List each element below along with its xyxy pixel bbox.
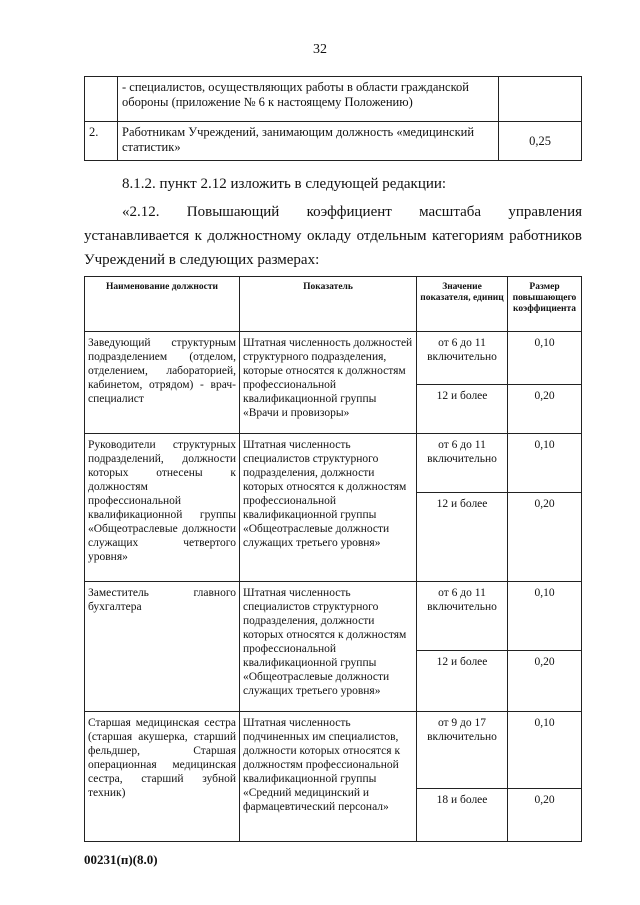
table-row — [85, 122, 582, 161]
table-row — [85, 77, 582, 122]
row-text: - специалистов, осуществляющих работы в области гражданской обороны (приложение № 6 к настоящему Положению) — [118, 77, 499, 122]
table-row — [85, 712, 582, 789]
position-cell: Руководители структурных подразделений, должности которых отнесены к должностям профессиональной квалификационной группы «Общеотраслевые должности служащих четвертого уровня» — [85, 434, 240, 582]
value-cell: 12 и более — [417, 651, 508, 712]
value-cell: от 6 до 11 включительно — [417, 434, 508, 493]
top-table — [84, 76, 582, 161]
indicator-cell: Штатная численность специалистов структурного подразделения, должности которых относятся к должностям профессиональной квалификационной группы «Общеотраслевые должности служащих третьего уровня» — [240, 582, 417, 712]
indicator-cell: Штатная численность подчиненных им специалистов, должности которых относятся к должностям профессиональной квалификационной группы «Средний медицинский и фармацевтический персонал» — [240, 712, 417, 842]
paragraph-amendment: 8.1.2. пункт 2.12 изложить в следующей редакции: — [122, 176, 447, 192]
coefficient-cell: 0,20 — [508, 651, 582, 712]
coefficient-cell: 0,20 — [508, 385, 582, 434]
header-value: Значение показателя, единиц — [417, 277, 508, 332]
coefficient-table — [84, 276, 582, 842]
value-cell: 12 и более — [417, 493, 508, 582]
value-cell: 12 и более — [417, 385, 508, 434]
value-cell: 18 и более — [417, 789, 508, 842]
page-number: 32 — [313, 42, 327, 57]
coefficient-cell: 0,10 — [508, 712, 582, 789]
table-row — [85, 582, 582, 651]
row-number — [85, 77, 118, 122]
table-row — [85, 434, 582, 493]
indicator-cell: Штатная численность специалистов структурного подразделения, должности которых относятся к должностям профессиональной квалификационной группы «Общеотраслевые должности служащих третьего уровня» — [240, 434, 417, 582]
header-indicator: Показатель — [240, 277, 417, 332]
coefficient-cell: 0,20 — [508, 493, 582, 582]
document-code: 00231(п)(8.0) — [84, 852, 158, 867]
position-cell: Старшая медицинская сестра (старшая акушерка, старший фельдшер, Старшая операционная медицинская сестра, старший зубной техник) — [85, 712, 240, 842]
value-cell: от 6 до 11 включительно — [417, 582, 508, 651]
value-cell: от 6 до 11 включительно — [417, 332, 508, 385]
position-cell: Заместитель главного бухгалтера — [85, 582, 240, 712]
position-cell: Заведующий структурным подразделением (отделом, отделением, лабораторией, кабинетом, отрядом) - врач-специалист — [85, 332, 240, 434]
value-cell: от 9 до 17 включительно — [417, 712, 508, 789]
coefficient-cell: 0,10 — [508, 332, 582, 385]
table-row — [85, 332, 582, 385]
row-value: 0,25 — [499, 122, 582, 161]
header-coefficient: Размер повышающего коэффициента — [508, 277, 582, 332]
indicator-cell: Штатная численность должностей структурного подразделения, которые относятся к должностям профессиональной квалификационной группы «Врачи и провизоры» — [240, 332, 417, 434]
paragraph-clause: «2.12. Повышающий коэффициент масштаба управления устанавливается к должностному окладу отдельным категориям работников Учреждений в следующих размерах: — [84, 204, 582, 268]
row-text: Работникам Учреждений, занимающим должность «медицинский статистик» — [118, 122, 499, 161]
coefficient-cell: 0,10 — [508, 582, 582, 651]
coefficient-cell: 0,20 — [508, 789, 582, 842]
row-value — [499, 77, 582, 122]
header-position: Наименование должности — [85, 277, 240, 332]
table-header-row — [85, 277, 582, 332]
coefficient-cell: 0,10 — [508, 434, 582, 493]
row-number: 2. — [85, 122, 118, 161]
